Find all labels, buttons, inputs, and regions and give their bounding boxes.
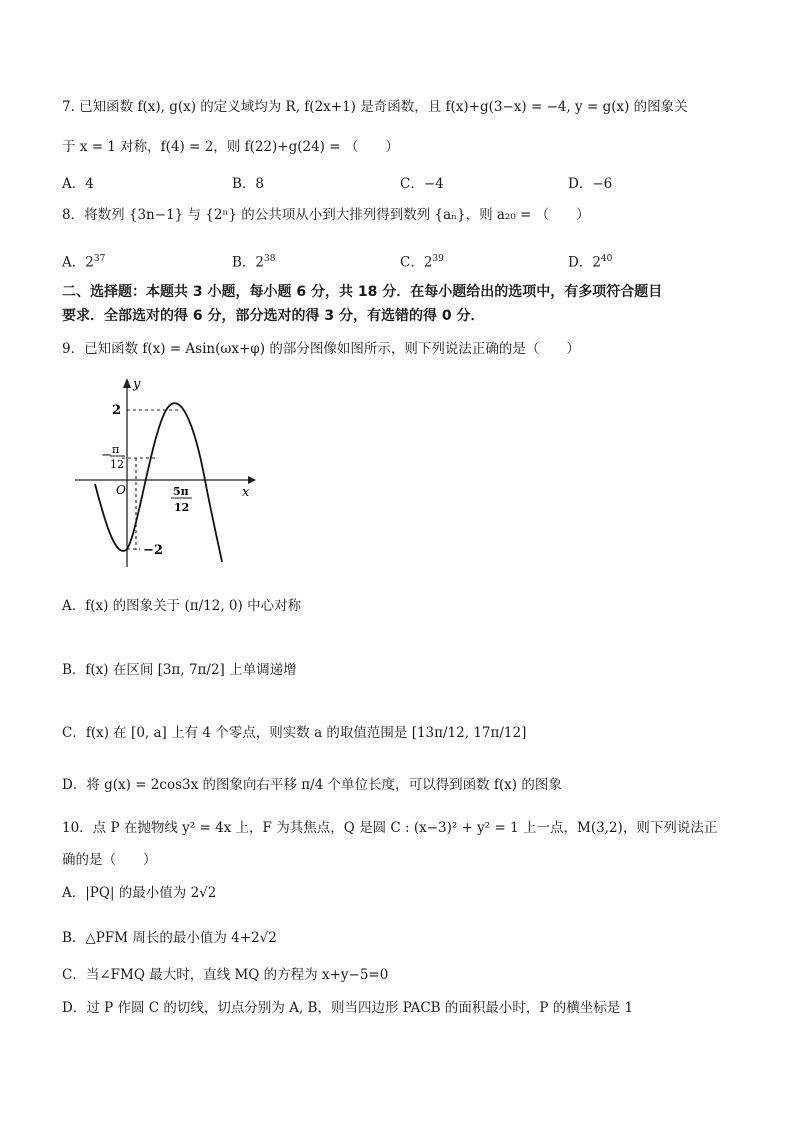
q7-option-a: A．4 (62, 176, 94, 192)
q8-option-a (62, 249, 105, 273)
section2-line2: 要求．全部选对的得 6 分，部分选对的得 3 分，有选错的得 0 分． (62, 308, 485, 324)
q10-option-b: B．△PFM 周长的最小值为 4+2√2 (62, 930, 277, 946)
q8-option-b-base: B．2 (232, 254, 265, 271)
q8-option-c (400, 249, 444, 273)
x-axis-arrow (248, 476, 256, 484)
min-label: −2 (143, 543, 163, 558)
q7-option-b: B．8 (232, 176, 265, 192)
q8-option-b (232, 249, 275, 273)
y-axis-label: y (133, 377, 141, 392)
q8-option-d-base: D．2 (568, 254, 601, 271)
q8-option-c-base: C．2 (400, 254, 433, 271)
q10-option-d: D．过 P 作圆 C 的切线，切点分别为 A, B，则当四边形 PACB 的面积最小时，P 的横坐标是 1 (62, 1000, 634, 1016)
q8-stem: 8．将数列 {3n−1} 与 {2ⁿ} 的公共项从小到大排列得到数列 {aₙ}，则 a₂₀ = （ ） (62, 207, 590, 223)
q7-option-d: D．−6 (568, 176, 613, 192)
q9-stem: 9．已知函数 f(x) = Asin(ωx+φ) 的部分图像如图所示，则下列说法正确的是（ ） (62, 341, 580, 357)
q9-option-b: B．f(x) 在区间 [3π, 7π/2] 上单调递增 (62, 662, 297, 678)
q8-option-d-exp: 40 (600, 254, 613, 264)
sine-curve (95, 403, 222, 562)
q8-option-b-exp: 38 (264, 254, 276, 264)
q8-option-d (568, 249, 612, 273)
five-pi12-top: 5π (173, 485, 189, 498)
q9-option-c: C．f(x) 在 [0, a] 上有 4 个零点，则实数 a 的取值范围是 [13π/12, 17π/12] (62, 725, 527, 741)
max-label: 2 (112, 403, 122, 418)
q7-line2: 于 x = 1 对称，f(4) = 2，则 f(22)+g(24) = （ ） (62, 139, 399, 155)
q10-option-a: A．|PQ| 的最小值为 2√2 (62, 885, 217, 901)
neg-pi12-sign: − (101, 448, 112, 463)
q8-option-a-base: A．2 (62, 254, 94, 271)
section2-line1: 二、选择题：本题共 3 小题，每小题 6 分，共 18 分．在每小题给出的选项中，有多项符合题目 (62, 284, 663, 300)
q10-line2: 确的是（ ） (62, 852, 157, 868)
q9-graph (70, 372, 265, 572)
neg-pi12-top: π (112, 443, 120, 456)
x-axis-label: x (242, 485, 250, 500)
q8-option-c-exp: 39 (432, 254, 444, 264)
q10-line1: 10．点 P 在抛物线 y² = 4x 上，F 为其焦点，Q 是圆 C : (x−3)² + y² = 1 上一点，M(3,2)，则下列说法正 (62, 820, 718, 836)
q7-option-c: C．−4 (400, 176, 444, 192)
five-pi12-bottom: 12 (174, 501, 190, 514)
q8-option-a-exp: 37 (93, 254, 106, 264)
q9-option-a: A．f(x) 的图象关于 (π/12, 0) 中心对称 (62, 598, 302, 614)
q7-line1: 7. 已知函数 f(x), g(x) 的定义域均为 R, f(2x+1) 是奇函数，且 f(x)+g(3−x) = −4, y = g(x) 的图象关 (62, 99, 688, 115)
neg-pi12-bottom: 12 (110, 458, 124, 471)
q10-option-c: C．当∠FMQ 最大时，直线 MQ 的方程为 x+y−5=0 (62, 967, 389, 983)
q9-option-d: D．将 g(x) = 2cos3x 的图象向右平移 π/4 个单位长度，可以得到函数 f(x) 的图象 (62, 777, 562, 793)
y-axis-arrow (123, 378, 131, 388)
origin-label: O (116, 483, 126, 497)
